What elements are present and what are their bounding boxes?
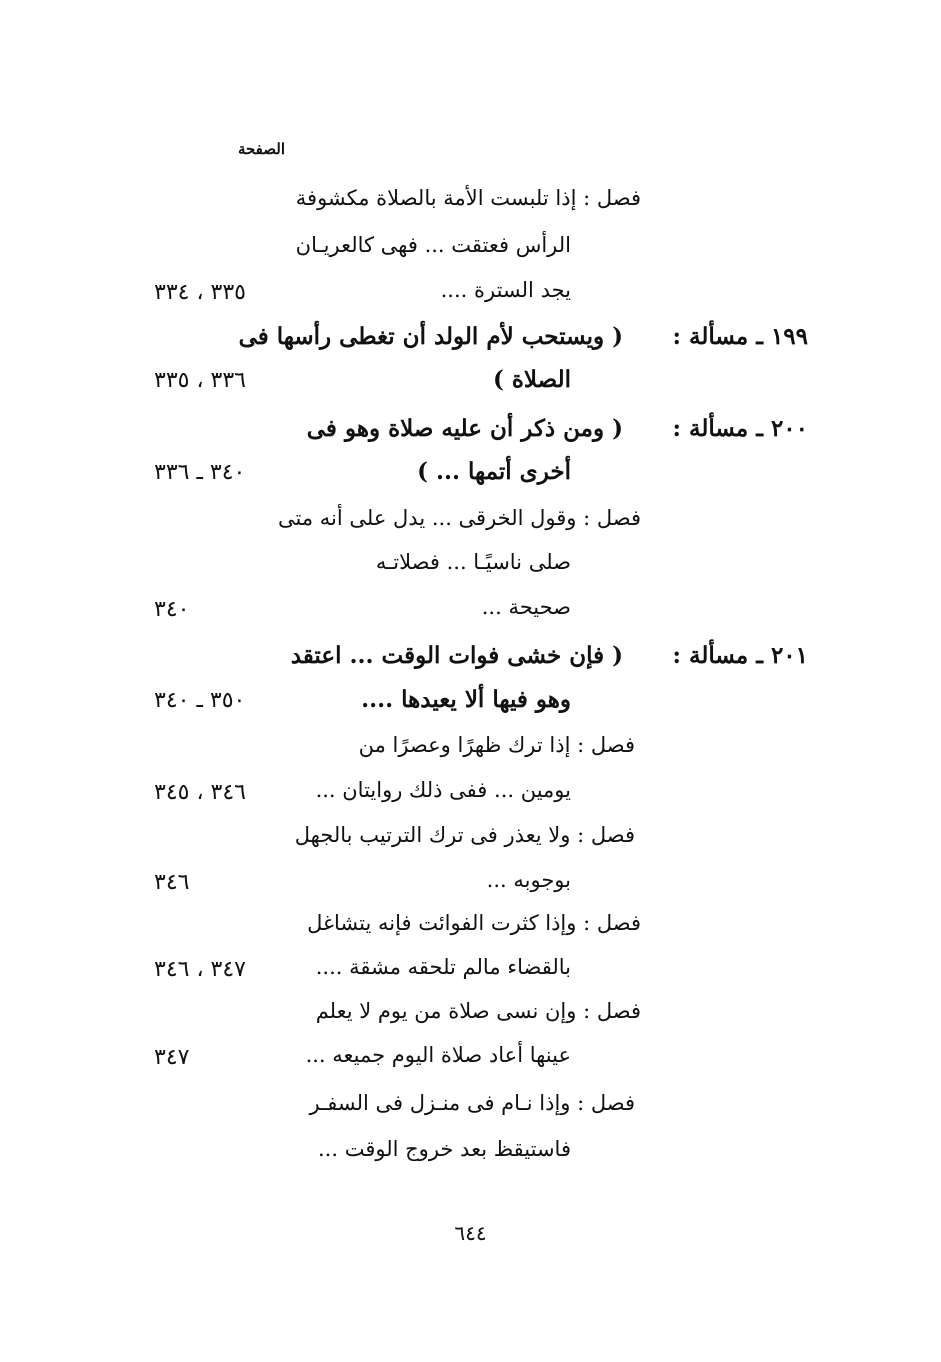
entry-text: الرأس فعتقت ... فهى كالعريـان (295, 233, 571, 257)
page-reference: ٣٤٦ ، ٣٤٥ (154, 780, 246, 805)
entry-text: ( فإن خشى فوات الوقت ... اعتقد (290, 642, 623, 669)
issue-number-label: ٢٠١ ـ مسألة : (672, 642, 808, 669)
page-reference: ٣٤٧ ، ٣٤٦ (154, 957, 246, 982)
page-reference: ٣٥٠ ـ ٣٤٠ (154, 688, 246, 713)
entry-text: يجد السترة .... (440, 278, 571, 302)
entry-text: فصل : وإن نسى صلاة من يوم لا يعلم (315, 999, 641, 1023)
entry-text: ( ويستحب لأم الولد أن تغطى رأسها فى (238, 323, 623, 350)
page-reference: ٣٤٠ ـ ٣٣٦ (154, 460, 246, 485)
entry-text: فصل : وقول الخرقى ... يدل على أنه متى (278, 506, 641, 530)
entry-text: فصل : وإذا نـام فى منـزل فى السفـر (309, 1091, 635, 1115)
entry-text: فصل : إذا ترك ظهرًا وعصرًا من (358, 733, 635, 757)
entry-text: صحيحة ... (481, 595, 571, 619)
page-column-header: الصفحة (237, 140, 285, 158)
entry-text: فصل : ولا يعذر فى ترك الترتيب بالجهل (294, 823, 635, 847)
entry-text: فاستيقظ بعد خروج الوقت ... (318, 1137, 571, 1161)
entry-text: يومين ... ففى ذلك روايتان ... (315, 778, 571, 802)
entry-text: وهو فيها ألا يعيدها .... (361, 686, 571, 713)
page-reference: ٣٤٦ (154, 870, 190, 895)
page-reference: ٣٣٥ ، ٣٣٤ (154, 280, 246, 305)
entry-text: ( ومن ذكر أن عليه صلاة وهو فى (306, 415, 623, 442)
entry-text: فصل : وإذا كثرت الفوائت فإنه يتشاغل (307, 911, 641, 935)
issue-number-label: ١٩٩ ـ مسألة : (672, 323, 808, 350)
page-number: ٦٤٤ (454, 1221, 487, 1245)
entry-text: أخرى أتمها ... ) (417, 458, 571, 485)
page-reference: ٣٤٠ (154, 597, 190, 622)
page-reference: ٣٤٧ (154, 1045, 190, 1070)
entry-text: الصلاة ) (492, 366, 571, 393)
entry-text: عينها أعاد صلاة اليوم جميعه ... (305, 1043, 571, 1067)
page-reference: ٣٣٦ ، ٣٣٥ (154, 368, 246, 393)
entry-text: صلى ناسيًـا ... فصلاتـه (375, 550, 571, 574)
entry-text: بالقضاء مالم تلحقه مشقة .... (315, 955, 571, 979)
issue-number-label: ٢٠٠ ـ مسألة : (672, 415, 808, 442)
entry-text: فصل : إذا تلبست الأمة بالصلاة مكشوفة (295, 186, 641, 210)
entry-text: بوجوبه ... (486, 868, 571, 892)
